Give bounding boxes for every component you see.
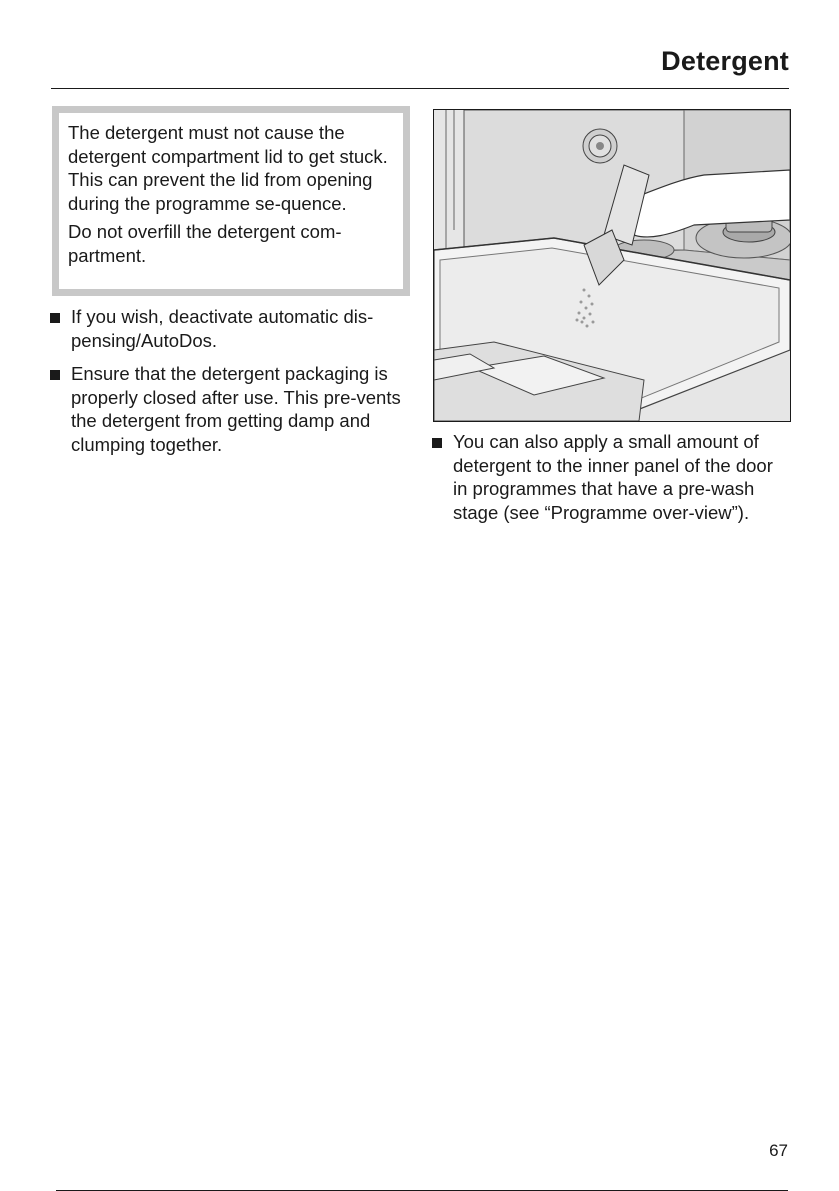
left-column: [50, 305, 410, 466]
warning-box: [52, 106, 410, 296]
page-number: 67: [769, 1141, 788, 1160]
list-item: [50, 362, 410, 456]
warning-paragraph: The detergent must not cause the detergent compartment lid to get stuck. This can prevent the lid from opening during the programme se-quence.: [68, 122, 388, 214]
warning-paragraph: Do not overfill the detergent com-partment.: [68, 221, 342, 266]
list-item-text: Ensure that the detergent packaging is properly closed after use. This pre-vents the detergent from getting damp and clumping together.: [71, 363, 401, 455]
warning-content: [59, 113, 403, 289]
bullet-list: [432, 430, 792, 524]
list-item: [432, 430, 792, 524]
bullet-square-icon: [50, 313, 60, 323]
list-item-text: You can also apply a small amount of detergent to the inner panel of the door in programmes that have a pre-wash stage (see “Programme over-view”).: [453, 431, 773, 523]
list-item: [50, 305, 410, 352]
page-title: Detergent: [661, 46, 789, 76]
bullet-square-icon: [432, 438, 442, 448]
bullet-square-icon: [50, 370, 60, 380]
header-divider: [51, 88, 789, 89]
dishwasher-door-illustration: [433, 109, 791, 422]
right-column: [432, 430, 792, 534]
bullet-list: [50, 305, 410, 456]
list-item-text: If you wish, deactivate automatic dis-pensing/AutoDos.: [71, 306, 374, 351]
